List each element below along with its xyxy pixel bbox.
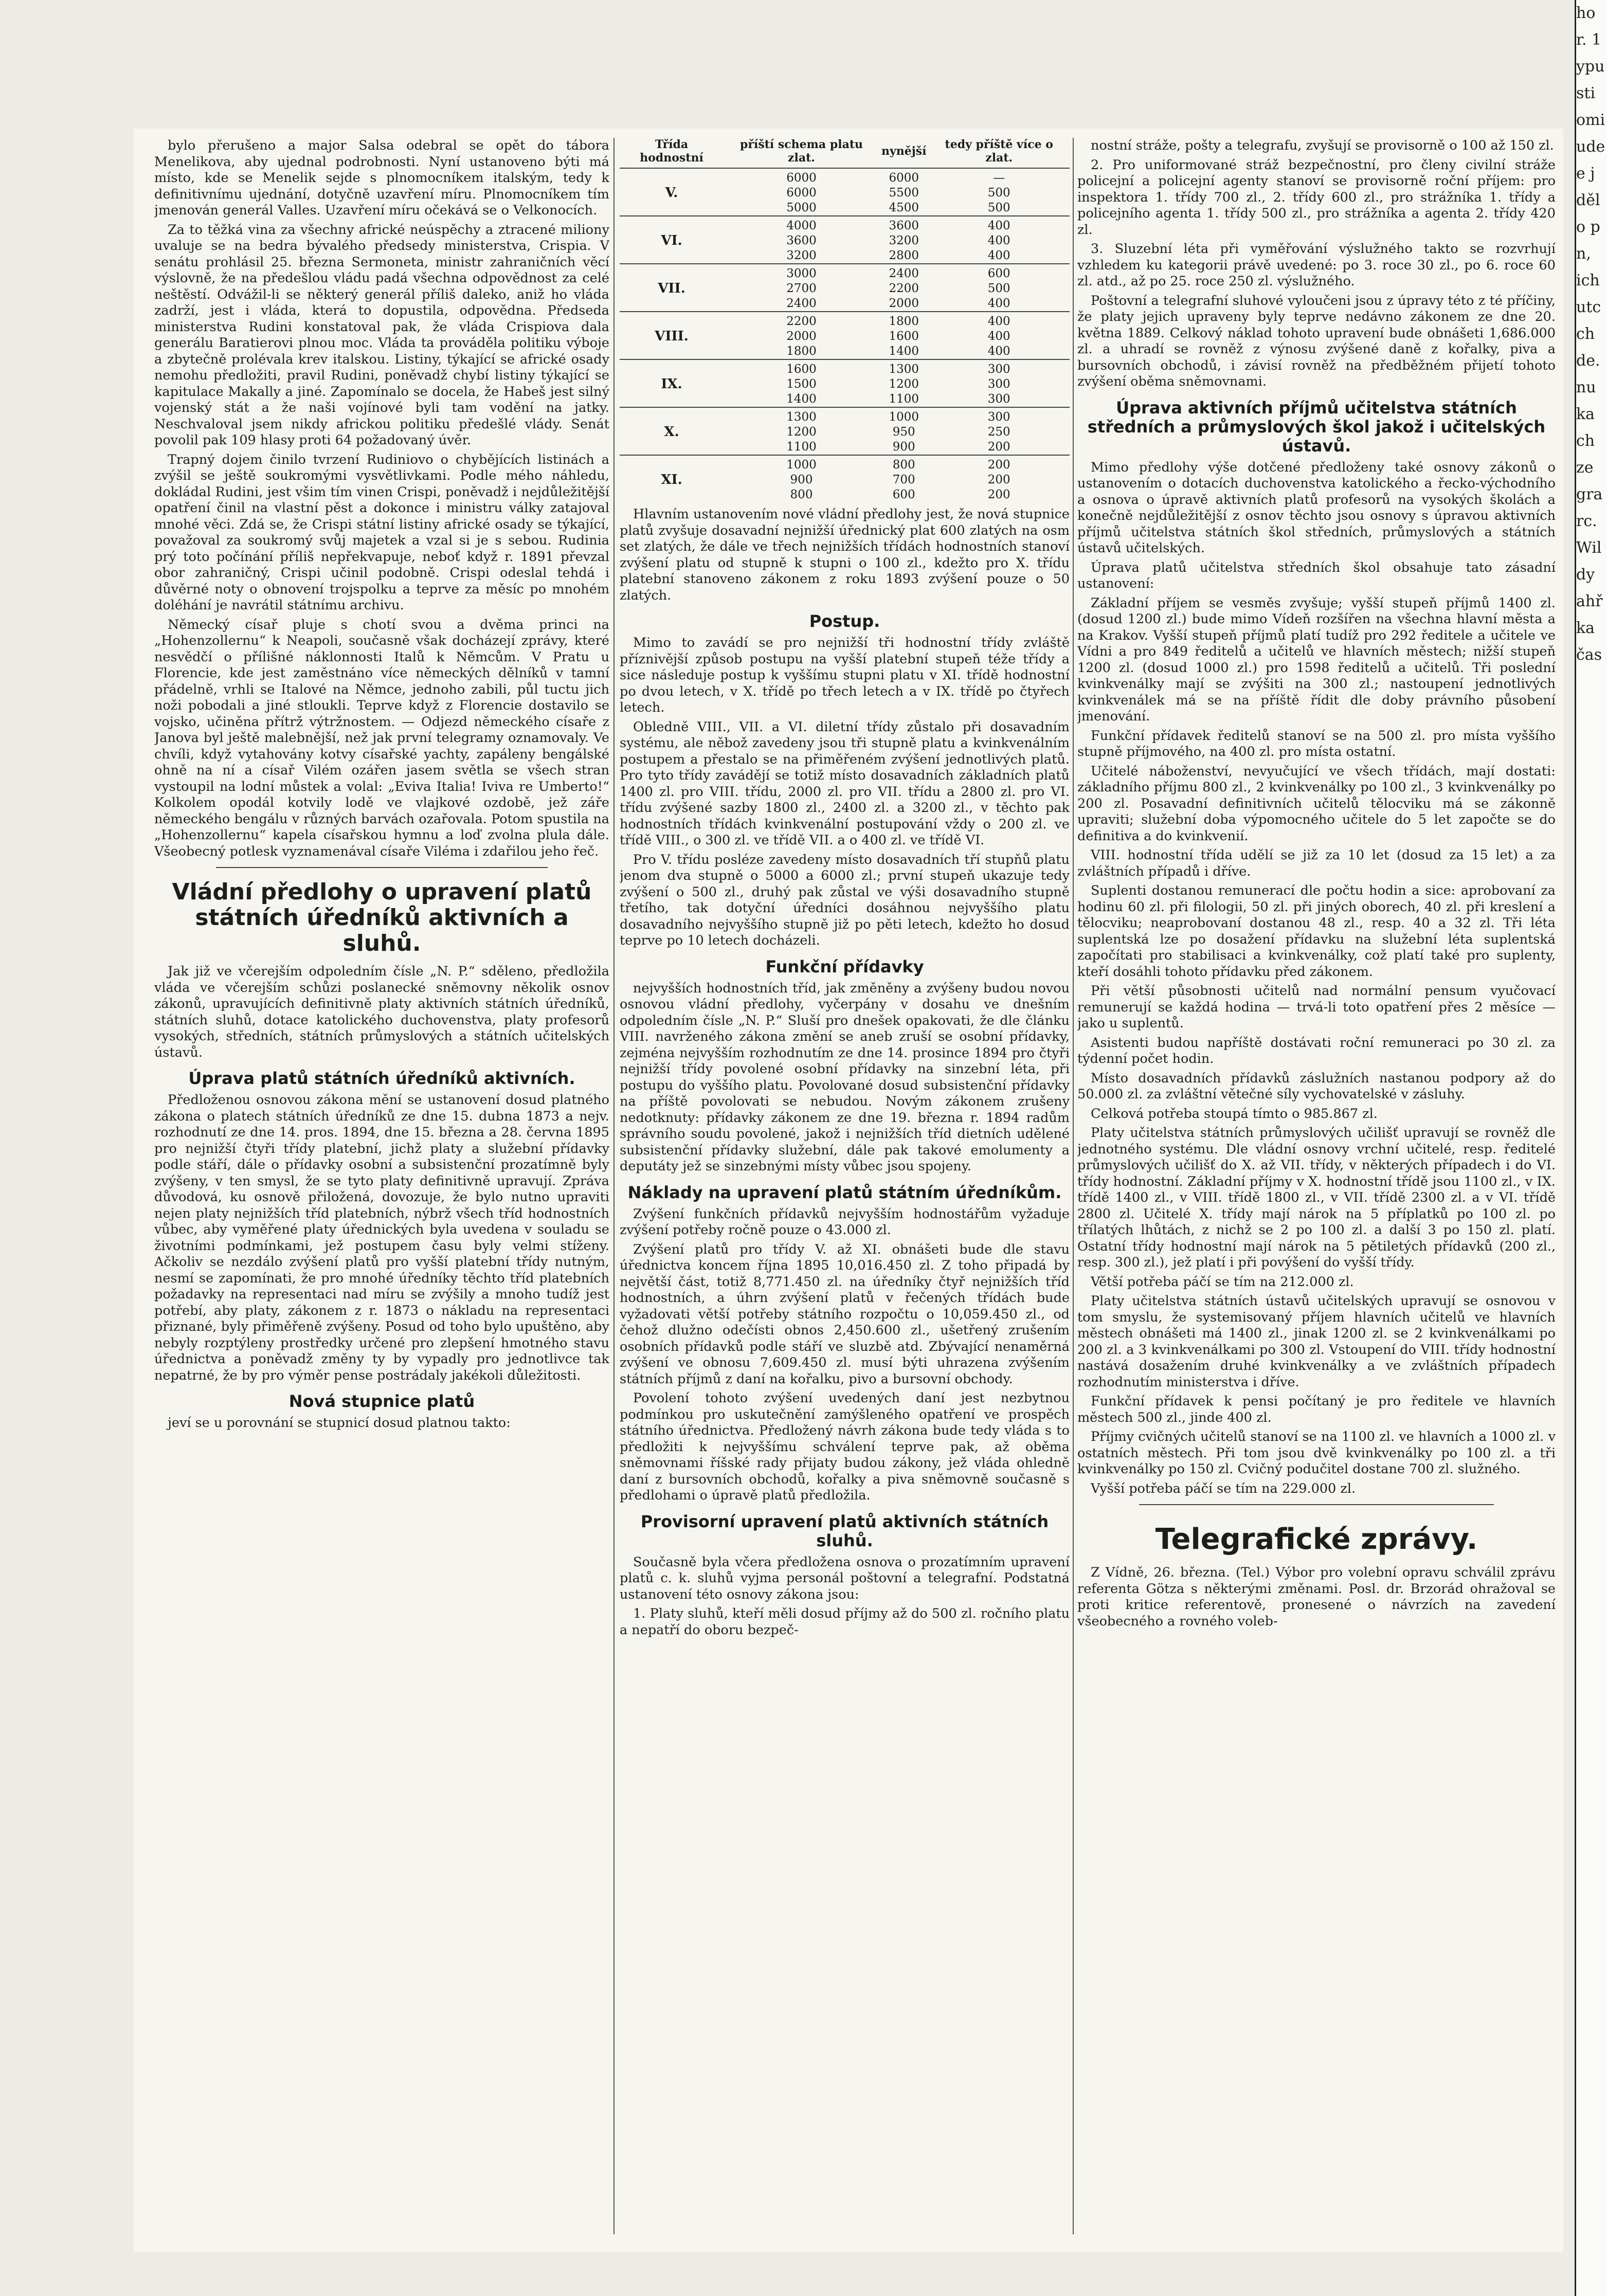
strip-fragment: nu [1576, 378, 1596, 396]
table-cell: 1400 [889, 345, 919, 358]
paragraph: 3. Sluzební léta při vyměřování výslužného takto se rozvrhují vzhledem ku kategorii právě uvedené: po 3. roce 30 zl., po 6. roce 60 zl. atd., až po 25. roce 250 zl. výslužného. [1077, 241, 1556, 289]
separator-line [216, 867, 548, 868]
table-cell: 2400 [786, 297, 817, 310]
table-cell: 500 [987, 282, 1010, 295]
salary-table-body [620, 168, 1070, 502]
strip-fragment: ich [1576, 272, 1600, 290]
table-cell: 1000 [879, 407, 928, 425]
table-cell: 400 [928, 216, 1070, 233]
table-cell: 700 [892, 473, 915, 486]
table-cell: 3200 [786, 249, 817, 262]
paragraph: Funkční přídavek ředitelů stanoví se na 500 zl. pro místa vyššího stupně příjmového, na 400 zl. pro místa ostatní. [1077, 728, 1556, 760]
paragraph: Zvýšení funkčních přídavků nejvyšším hodnostářům vyžaduje zvýšení potřeby ročně pouze o 43.000 zl. [620, 1206, 1070, 1238]
table-cell: 2800 [889, 249, 919, 262]
strip-fragment: omi [1576, 111, 1605, 129]
column-rule [613, 138, 615, 2234]
table-cell: 400 [928, 312, 1070, 329]
table-row [620, 312, 1070, 329]
table-cell: 2000 [889, 297, 919, 310]
article-africa [154, 138, 609, 860]
paragraph: Platy učitelstva státních ústavů učitelských upravují se osnovou v tom smyslu, že systemisovaný příjem hlavních učitelů ve hlavních městech obnášeti má 1400 zl., jinak 1200 zl. se 2 kvinkvenálkami po 200 zl. a 3 kvinkvenálkami po 300 zl. Vstoupení do VIII. třídy hodnostní nastává dosažením druhé kvinkvenálky a ve zvláštních případech rozhodnutím ministerstva i dříve. [1077, 1293, 1556, 1390]
class-cell: V. [620, 168, 724, 216]
table-cell: 900 [892, 440, 915, 454]
subhead-uprava-uredniku: Úprava platů státních úředníků aktivních. [188, 1069, 575, 1088]
table-cell: 800 [879, 455, 928, 473]
table-header-cell: tedy příště více o zlat. [928, 138, 1070, 168]
subhead-postup: Postup. [809, 611, 880, 631]
article-naklady-body [620, 1206, 1070, 1504]
table-cell: 6000 [724, 168, 879, 186]
column-2 [620, 138, 1070, 2234]
strip-fragment: n, [1576, 245, 1591, 263]
table-cell: 1100 [889, 392, 919, 406]
strip-fragment: čas [1576, 646, 1602, 664]
column-1 [154, 138, 609, 2234]
strip-fragment: ch [1576, 325, 1595, 343]
column-3 [1077, 138, 1556, 2234]
paragraph: Základní příjem se vesměs zvyšuje; vyšší stupeň příjmů 1400 zl. (dosud 1200 zl.) bude mimo Vídeň rozšířen na všechna hlavní města a na Krakov. Vyšší stupeň příjmů platí tudíž pro 292 ředitele a učitele ve Vídni a pro 849 ředitelů a učitelů ve hlavních městech; nižší stupeň 1200 zl. (dosud 1000 zl.) pro 1598 ředitelů a učitelů. Tři poslední kvinkvenálky mají se zvýšiti na 300 zl.; nastoupení jednotlivých kvinkvenálek má se na příště řídit dle doby právního působení jmenování. [1077, 595, 1556, 724]
class-cell: XI. [620, 455, 724, 502]
table-header-cell: příští schema platu zlat. [724, 138, 879, 168]
strip-fragment: ahř [1576, 592, 1603, 610]
table-cell: 200 [987, 488, 1010, 501]
table-cell: 1500 [786, 377, 817, 391]
paragraph: Při větší působnosti učitelů nad normální pensum vyučovací remunerují se každá hodina — trvá-li toto opatření přes 2 měsíce — jako u suplentů. [1077, 983, 1556, 1031]
table-cell: 800 [790, 488, 813, 501]
table-cell: 3600 [786, 234, 817, 247]
table-cell: 200 [987, 473, 1010, 486]
paragraph: Z Vídně, 26. března. (Tel.) Výbor pro volební opravu schválil zprávu referenta Götza s některými změnami. Posl. dr. Brzorád ohražoval se proti kritice referentově, pronesené o návrzích na zavedení všeobecného a rovného voleb- [1077, 1565, 1556, 1629]
table-cell: 2700 [786, 282, 817, 295]
table-cell: 400 [987, 330, 1010, 343]
paragraph: Místo dosavadních přídavků záslužních nastanou podpory až do 50.000 zl. za zvláštní větečné síly vychovatelské v zásluhy. [1077, 1070, 1556, 1102]
headline-vladni-predlohy: Vládní předlohy o upravení platů státních úředníků aktivních a sluhů. [172, 879, 592, 956]
table-cell: 1400 [786, 392, 817, 406]
paragraph: Platy učitelstva státních průmyslových učilišť upravují se rovněž dle jednotného systému. Dle vládní osnovy vrchní učitelé, resp. ředitelé průmyslových učilišť do X. až VII. třídy, v některých případech i do VI. třídy hodnostní. Základní příjmy v X. hodnostní třídě jsou 1100 zl., v IX. třídě 1400 zl., v VIII. třídě 1800 zl., v VII. třídě 2300 zl. a v VI. třídě 2800 zl. Učitelé X. třídy mají nárok na 5 příplatků po 100 zl. po třílatých lhůtách, z nichž se 2 po 100 zl. a další 3 po 150 zl. platí. Ostatní třídy hodnostní mají nárok na 5 pětiletých přídavků (200 zl., resp. 300 zl.), jež platí i při povýšení do vyšší třídy. [1077, 1125, 1556, 1270]
paragraph: Poštovní a telegrafní sluhové vyloučeni jsou z úpravy této z té příčiny, že platy jejich upraveny byly teprve nedávno zákonem ze dne 20. května 1889. Celkový náklad tohoto upravení bude obnášeti 1,686.000 zl. a uhradí se rovněž z výnosu zvýšené daně z kořalky, piva a bursovních obchodů, i závisí rovněž na předběžném přijetí tohoto zvýšení oběma sněmovnami. [1077, 293, 1556, 389]
table-cell: 900 [790, 473, 813, 486]
strip-fragment: rc. [1576, 512, 1597, 530]
table-cell: 1300 [879, 359, 928, 377]
table-cell: 200 [987, 440, 1010, 454]
column-rule [1073, 138, 1074, 2234]
paragraph: Mimo předlohy výše dotčené předloženy také osnovy zákonů o ustanovením o dotacích duchovenstva katolického a řecko-východního a osnova o úpravě aktivních platů profesorů na vysokých školách a konečně nejdůležitější z osnov těchto jsou osnovy s úpravou aktivních příjmů učitelstva státních škol středních, průmyslových a státních ústavů učitelských. [1077, 459, 1556, 556]
table-cell: 300 [987, 377, 1010, 391]
paragraph: Německý císař pluje s chotí svou a dvěma princi na „Hohenzollernu“ k Neapoli, současně však docházejí zprávy, které nesvědčí o přílišné náklonnosti Italů k Němcům. V Pratu u Florencie, kde jest zaměstnáno více německých dělníků v tamní přádelně, vrhli se Italové na Němce, jednoho zabili, půl tuctu jich noži pobodali a jiné stloukli. Teprve když z Florencie dostavilo se vojsko, učiněna přítrž výtržnostem. — Odjezd německého císaře z Janova byl ještě malebnější, než jak první telegramy oznamovaly. Ve chvíli, když vytahovány kotvy císařské yachty, zapáleny bengálské ohně na ní a císař Vilém ozářen jasem světla se všech stran vystoupil na lodní můstek a volal: „Eviva Italia! Iviva re Umberto!“ Kolkolem opodál kotvily lodě ve vlajkové ozdobě, jež záře německého bengálu v různých barvách ozařovala. Potom spustila na „Hohenzollernu“ kapela císařskou hymnu a loď zvolna plula dále. Všeobecný potlesk vyznamenával císaře Viléma i zdařilou jeho řeč. [154, 617, 609, 859]
adjacent-page-strip [1575, 0, 1607, 2296]
table-cell: 300 [987, 392, 1010, 406]
table-cell: 500 [987, 186, 1010, 200]
table-cell: 1800 [786, 345, 817, 358]
paragraph: Za to těžká vina za všechny africké neúspěchy a ztracené miliony uvaluje se na bedra bývalého předsedy ministerstva, Crispia. V senátu prohlásil 25. března Sermoneta, ministr zahraničních věcí výslovně, že na předešlou vládu padá všechna odpovědnost za celé neštěstí. Odvážil-li se některý generál příliš daleko, aniž ho vláda zadrží, jest i vláda, která to dopustila, odpovědna. Předseda ministerstva Rudini konstatoval pak, že vláda Crispiova dala generálu Baratierovi plnou moc. Vláda ta prováděla politiku výboje a zbytečně prolévala krev italskou. Listiny, týkající se africké osady nemohu předložiti, pravil Rudini, poněvadž chybí listiny týkající se kapitulace Makally a jiné. Zapomínalo se docela, že Habeš jest silný vojenský stát a že naši vojínové byli tam vodění na jatky. Neschvaloval jsem nikdy africkou politiku předešlé vlády. Senát povolil pak 109 hlasy proti 64 požadovaný úvěr. [154, 222, 609, 448]
table-cell: 200 [928, 455, 1070, 473]
table-header-cell: nynější [879, 138, 928, 168]
table-cell: 3000 [724, 264, 879, 281]
salary-table [620, 138, 1070, 502]
table-cell: 1000 [724, 455, 879, 473]
subhead-provisorni: Provisorní upravení platů aktivních státních sluhů. [640, 1511, 1049, 1550]
paragraph: Současně byla včera předložena osnova o prozatímním upravení platů c. k. sluhů vyjma personál poštovní a telegrafní. Podstatná ustanovení této osnovy zákona jsou: [620, 1554, 1070, 1602]
table-cell: 400 [987, 234, 1010, 247]
strip-fragment: dy [1576, 566, 1595, 584]
paragraph: Suplenti dostanou remunerací dle počtu hodin a sice: aprobovaní za hodinu 60 zl. při filologii, 50 zl. při jiných oborech, 40 zl. při kreslení a tělocviku; neaprobovaní dostanou 48 zl., resp. 40 a 32 zl. Tři léta suplentská lze po dosažení přídavku na služební léta suplentská započítati pro stabilisaci a kvinkvenálky, což platí také pro suplenty, kteří dosáhli tohoto přídavku před zákonem. [1077, 883, 1556, 980]
article-uprava-body [154, 1092, 609, 1384]
article-intro [154, 964, 609, 1061]
subhead-funkcni-pridavky: Funkční přídavky [765, 956, 924, 977]
table-cell: 5000 [786, 201, 817, 214]
salary-table-header [620, 138, 1070, 168]
table-cell: 2000 [786, 330, 817, 343]
strip-fragment: ze [1576, 459, 1594, 477]
table-cell: 400 [987, 297, 1010, 310]
table-cell: 2400 [879, 264, 928, 281]
strip-fragment: ka [1576, 619, 1595, 637]
table-cell: 400 [987, 249, 1010, 262]
article-postup-body [620, 635, 1070, 949]
table-cell: 300 [928, 407, 1070, 425]
strip-fragment: Wil [1576, 539, 1602, 557]
article-main-provision [620, 507, 1070, 604]
table-cell: 6000 [879, 168, 928, 186]
paragraph: Pro V. třídu posléze zavedeny místo dosavadních tří stupňů platu jenom dva stupně o 5000 a 6000 zl.; první stupeň ukazuje tedy zvýšení o 500 zl., druhý pak zůstal ve výši dosavadního stupně třetího, tak dotyční úředníci dosáhnou nejvyššího platu dosavadního nejvyššího stupně již po pěti letech, kdežto ho dosud teprve po 10 letech docházeli. [620, 852, 1070, 948]
subhead-naklady: Náklady na upravení platů státním úředníkům. [627, 1182, 1062, 1202]
table-cell: 500 [987, 201, 1010, 214]
paragraph: Povolení tohoto zvýšení uvedených daní jest nezbytnou podmínkou pro uskutečnění zamýšleného opatření ve prospěch státního úřednictva. Předložený návrh zákona bude tedy vláda s to předložiti k nejvyššímu schválení teprve pak, až oběma sněmovnami říšské rady přijaty budou zákony, jež vláda ohledně daní z bursovních obchodů, kořalky a piva sněmovně současně s předlohami o úpravě platů předložila. [620, 1390, 1070, 1503]
class-cell: VIII. [620, 312, 724, 359]
table-cell: 250 [987, 425, 1010, 439]
paragraph: Asistenti budou napříště dostávati roční remuneraci po 30 zl. za týdenní počet hodin. [1077, 1035, 1556, 1066]
paragraph: Celková potřeba stoupá tímto o 985.867 zl. [1091, 1106, 1378, 1122]
paragraph: Funkční přídavek k pensi počítaný je pro ředitele ve hlavních městech 500 zl., jinde 400 zl. [1077, 1394, 1556, 1425]
table-cell: 600 [928, 264, 1070, 281]
table-cell: — [928, 168, 1070, 186]
strip-fragment: ude [1576, 138, 1605, 156]
strip-fragment: ho [1576, 4, 1596, 22]
table-row [620, 216, 1070, 233]
table-cell: 1800 [879, 312, 928, 329]
table-cell: 3200 [889, 234, 919, 247]
table-row [620, 168, 1070, 186]
paragraph: Příjmy cvičných učitelů stanoví se na 1100 zl. ve hlavních a 1000 zl. v ostatních městech. Při tom jsou dvě kvinkvenálky po 100 zl. a tři kvinkvenálky po 150 zl. Cvičný podučitel dostane 700 zl. služného. [1077, 1429, 1556, 1477]
table-cell: 6000 [786, 186, 817, 200]
paragraph: Úprava platů učitelstva středních škol obsahuje tato zásadní ustanovení: [1077, 559, 1556, 591]
subhead-nova-stupnice: Nová stupnice platů [288, 1391, 475, 1411]
table-cell: 1300 [724, 407, 879, 425]
table-cell: 4000 [724, 216, 879, 233]
table-cell: 3600 [879, 216, 928, 233]
paragraph: 2. Pro uniformované stráž bezpečnostní, pro členy civilní stráže policejní a policejní agenty stanoví se provisorně roční příjem: pro inspektora 1. třídy 700 zl., 2. třídy 600 zl., pro strážníka 1. třídy a policejního agenta 1. třídy 500 zl., pro strážníka a agenta 2. třídy 420 zl. [1077, 157, 1556, 238]
paragraph: Větší potřeba páčí se tím na 212.000 zl. [1091, 1274, 1354, 1290]
subhead-ucitelstvo: Úprava aktivních příjmů učitelstva státních středních a průmyslových škol jakož i učitelských ústavů. [1087, 397, 1546, 456]
paragraph: Hlavním ustanovením nové vládní předlohy jest, že nová stupnice platů zvyšuje dosavadní nejnižší úřednický plat 600 zlatých na osm set zlatých, že dále ve třech nejnižších třídách hodnostních stanoví zvýšení platu od stupně k stupni o 100 zl., kdežto pro X. třídu platební stanoveno zákonem z roku 1893 zvýšení pouze o 50 zlatých. [620, 507, 1070, 603]
paragraph: nejvyšších hodnostních tříd, jak změněny a zvýšeny budou novou osnovou vládní předlohy, vyčerpány v dosahu ve dnešním odpoledním čísle „N. P.“ Sluší pro dnešek opakovati, že dle článku VIII. navrženého zákona změní se aneb zruší se osobní přídavky, zejména nejvyšším rozhodnutím ze dne 14. prosince 1894 pro čtyři nejnižší třídy povolené osobní přídavky na sinzební léta, při postupu do vyššího platu. Povolované dosud subsistenční přídavky na příště povolovati se nebudou. Novým zákonem zrušeny nedotknuty: přídavky zákonem ze dne 19. března r. 1894 radům správního soudu povolené, jakož i nejnižších tříd dietních udělené subsistenční přídavky služební, dále pak takové emolumenty a deputáty jež se sinzebnými místy vůbec jsou spojeny. [620, 980, 1070, 1174]
table-cell: 2200 [889, 282, 919, 295]
strip-fragment: ka [1576, 405, 1595, 423]
strip-fragment: děl [1576, 191, 1600, 209]
paragraph: VIII. hodnostní třída udělí se již za 10 let (dosud za 15 let) a za zvláštních případů i dříve. [1077, 847, 1556, 879]
table-cell: 5500 [889, 186, 919, 200]
headline-telegraficke-zpravy: Telegrafické zprávy. [1155, 1523, 1478, 1556]
table-cell: 950 [892, 425, 915, 439]
strip-fragment: gra [1576, 485, 1603, 503]
paragraph: bylo přerušeno a major Salsa odebral se opět do tábora Menelikova, aby ujednal podrobnosti. Nyní ustanoveno býti má místo, kde se Menelik sejde s plnomocníkem italským, tedy k definitivnímu ujednání, dotyčně uzavření míru. Plnomocníkem tím jmenován generál Valles. Uzavření míru očekává se o Velkonocích. [154, 138, 609, 218]
paragraph: Předloženou osnovou zákona mění se ustanovení dosud platného zákona o platech státních úředníků ze dne 15. dubna 1873 a nejv. rozhodnutí ze dne 14. pros. 1894, dne 15. března a 28. června 1895 pro nejnižší čtyři třídy platební, jichž platy a služební přídavky podle stáří, dále o přídavky osobní a subsistenční prozatímně byly zvýšeny, v ten smysl, že se tyto platy definitivně upravují. Zpráva důvodová, ku osnově přiložená, dovozuje, že bylo nutno upraviti nejen platy nejnižších tříd platebních, nýbrž všech tříd hodnostních vůbec, aby vyměřené platy úřednických byla uvedena v souladu se životními podmínkami, jež postupem času byly velmi stíženy. Ačkoliv se nezdálo zvýšení platů pro vyšší platební třídy nutným, nesmí se zapomínati, že pro mnohé úředníky těchto tříd platebních požadavky na representaci nad míru se zvýšily a mnoho tudíž jest potřebí, aby platy, zákonem z r. 1873 o nákladu na representaci přiznané, byly přiměřeně zvýšeny. Posud od toho bylo upuštěno, aby nebyly rozptýleny prostředky určené pro zlepšení hmotného stavu úřednictva a poněvadž změny ty by vypadly pro jednotlivce tak nepatrné, že by pro výměr pense postrádaly jakékoli důležitosti. [154, 1092, 609, 1383]
table-row [620, 359, 1070, 377]
paragraph: Mimo to zavádí se pro nejnižší tři hodnostní třídy zvláště příznivější způsob postupu na vyšší platební stupeň téže třídy a sice následuje postup k vyššímu stupni platu v XI. třídě hodnostní po dvou letech, v X. třídě po třech letech a v IX. třídě po čtyřech letech. [620, 635, 1070, 715]
table-header-cell: Třída hodnostní [620, 138, 724, 168]
class-cell: VI. [620, 216, 724, 264]
paragraph: Trapný dojem činilo tvrzení Rudiniovo o chybějících listinách a zvýšil se ještě soukromými vysvětlivkami. Podle mého náhledu, dokládal Rudini, jest všim tím vinen Crispi, poněvadž i nejdůležitější opatření činil na vlastní pěst a dokonce i ministru války zatajoval mnohé věci. Zdá se, že Crispi státní listiny africké osady se týkající, považoval za soukromý svůj majetek a vzal si je s sebou. Rudinia prý toto počínání příliš nepřekvapuje, neboť když r. 1891 převzal obor zahraničný, Crispi učinil podobně. Crispi odeslal tehdá i důvěrné noty o obnovení trojspolku a teprve za měsíc po mnohém doléhání je navrátil státnímu archivu. [154, 451, 609, 613]
class-cell: IX. [620, 359, 724, 407]
strip-fragment: sti [1576, 84, 1596, 102]
table-cell: 1600 [889, 330, 919, 343]
article-funkcni-body [620, 981, 1070, 1175]
table-cell: 4500 [889, 201, 919, 214]
strip-fragment: r. 1 [1576, 31, 1602, 49]
table-row [620, 407, 1070, 425]
table-cell: 600 [892, 488, 915, 501]
table-cell: 400 [987, 345, 1010, 358]
table-cell: 300 [928, 359, 1070, 377]
paragraph: nostní stráže, pošty a telegrafu, zvyšují se provisorně o 100 až 150 zl. [1091, 138, 1554, 153]
table-cell: 1200 [889, 377, 919, 391]
strip-fragment: o p [1576, 218, 1600, 236]
class-cell: VII. [620, 264, 724, 312]
class-cell: X. [620, 407, 724, 455]
table-cell: 1200 [786, 425, 817, 439]
strip-fragment: e j [1576, 165, 1595, 183]
table-cell: 2200 [724, 312, 879, 329]
article-sluhove-body [1077, 138, 1556, 390]
table-cell: 1100 [786, 440, 817, 454]
paragraph: jeví se u porovnání se stupnicí dosud platnou takto: [168, 1415, 511, 1431]
paragraph: Vyšší potřeba páčí se tím na 229.000 zl. [1091, 1480, 1356, 1496]
table-cell: 1600 [724, 359, 879, 377]
separator-line [1139, 1504, 1494, 1505]
paragraph: Obledně VIII., VII. a VI. diletní třídy zůstalo při dosavadním systému, ale něbož zavedeny jsou tři stupně platu a kvinkvenálním postupem a přestalo se na přiměřeném zvýšení jednotlivých platů. Pro tyto třídy zavádějí se totiž místo dosavadních základních platů 1400 zl. pro VIII. třídu, 2000 zl. pro VII. třídu a 2800 zl. pro VI. třídu zvýšené sazby 1800 zl., 2400 zl. a 3200 zl., v těchto pak hodnostních třídách kvinkvenální postupování vždy o 200 zl. ve třídě VIII., o 300 zl. ve třídě VII. a o 400 zl. ve třídě VI. [620, 719, 1070, 848]
strip-fragment: ypu [1576, 58, 1605, 76]
table-row [620, 455, 1070, 473]
paragraph: 1. Platy sluhů, kteří měli dosud příjmy až do 500 zl. ročního platu a nepatří do oboru bezpeč- [620, 1606, 1070, 1638]
article-provisorni-body [620, 1554, 1070, 1639]
strip-fragment: de. [1576, 352, 1600, 370]
paragraph: Jak již ve včerejším odpoledním čísle „N. P.“ sděleno, předložila vláda ve včerejším schůzi poslanecké sněmovny několik osnov zákonů, upravujících definitivně platy aktivních státních úředníků, státních sluhů, dotace katolického duchovenstva, platy profesorů vysokých, středních, státních průmyslových a státních učitelských ústavů. [154, 964, 609, 1060]
table-row [620, 264, 1070, 281]
paragraph: Učitelé náboženství, nevyučující ve všech třídách, mají dostati: základního příjmu 800 zl., 2 kvinkvenálky po 100 zl., 3 kvinkvenálky po 200 zl. Posavadní definitivních učitelů tělocviku má se zákonně upraviti; služební doba výpomocného učitele do 5 let započte se do definitiva a do kvinkvenií. [1077, 763, 1556, 844]
paragraph: Zvýšení platů pro třídy V. až XI. obnášeti bude dle stavu úřednictva koncem října 1895 10,016.450 zl. Z toho připadá by největší část, totiž 8,771.450 zl. na úředníky čtyř nejnižších tříd hodnostních, a úhrn zvýšení platů v řečených třídách bude vyžadovati větší potřeby státního rozpočtu o 10,059.450 zl., od čehož dlužno odečísti obnos 2,450.600 zl., ušetřený zrušením osobních přídavků podle stáří ve sluzbě atd. Zbývající nenaměrná zvýšení ve obnosu 7,609.450 zl. musí býti uhrazena zvýšením státních příjmů z daní na kořalku, pivo a bursovní obchody. [620, 1241, 1070, 1387]
article-ucitelstvo-body [1077, 460, 1556, 1497]
strip-fragment: ch [1576, 432, 1595, 450]
strip-fragment: utc [1576, 298, 1601, 316]
